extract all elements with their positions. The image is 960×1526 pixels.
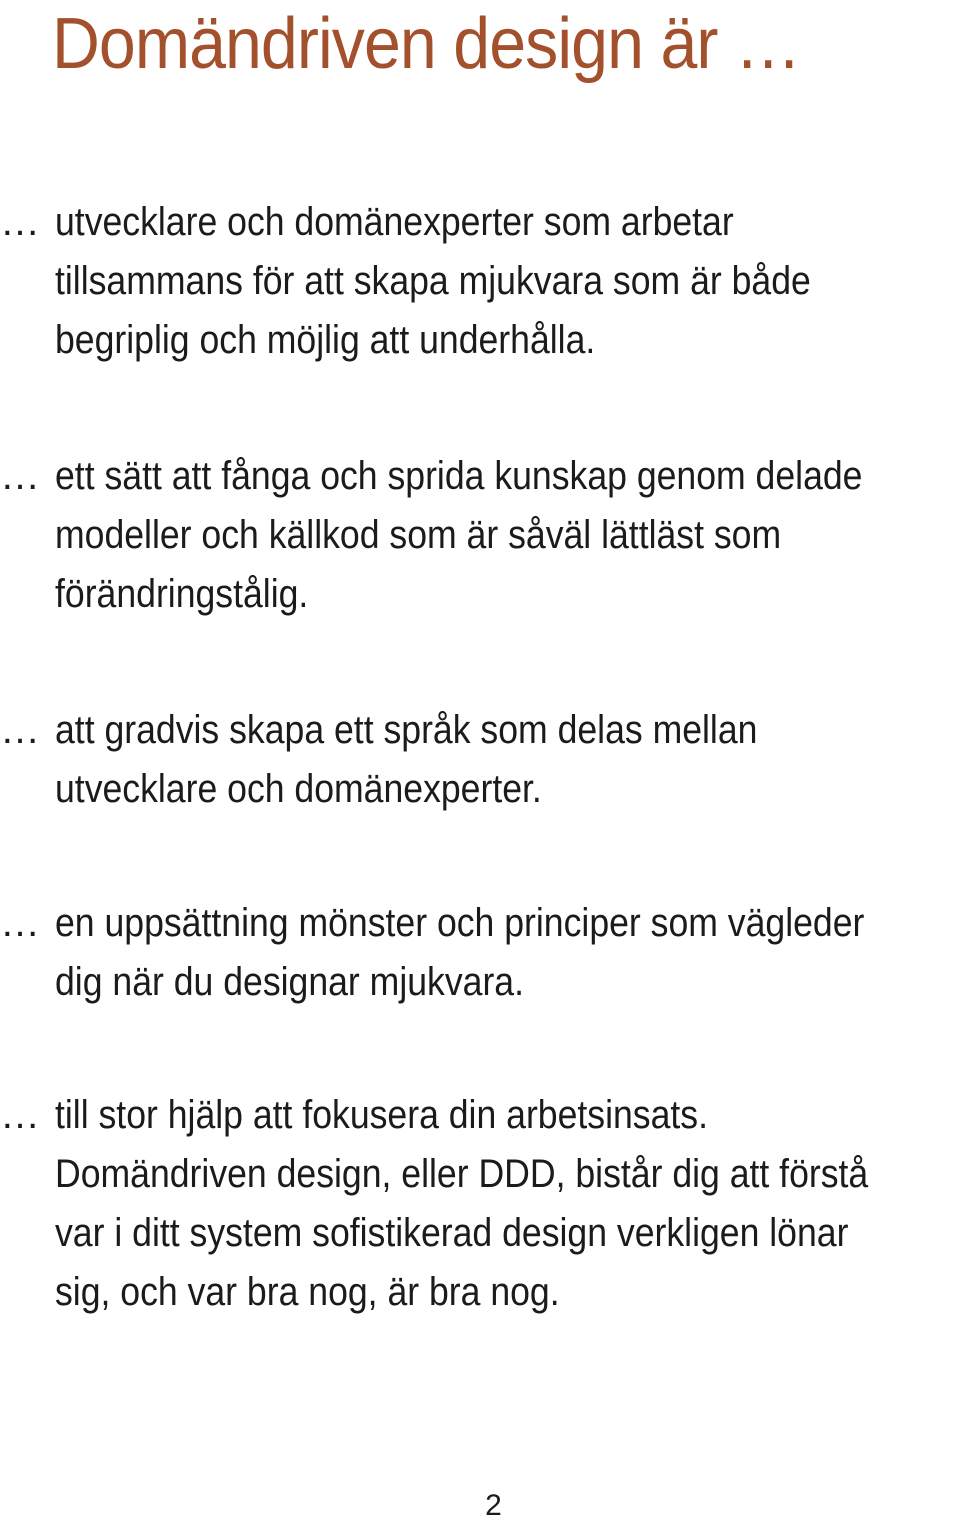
item-text — [55, 193, 945, 370]
text-line: utvecklare och domänexperter som arbetar — [55, 200, 734, 244]
text-line: begriplig och möjlig att underhålla. — [55, 318, 596, 362]
item-text — [55, 894, 945, 1012]
text-line: utvecklare och domänexperter. — [55, 767, 542, 811]
text-line: förändringstålig. — [55, 572, 309, 616]
text-line: en uppsättning mönster och principer som vägleder — [55, 901, 865, 945]
page-title: Domändriven design är … — [52, 4, 801, 84]
item-text — [55, 447, 945, 624]
text-line: dig när du designar mjukvara. — [55, 960, 524, 1004]
text-line: till stor hjälp att fokusera din arbetsinsats. — [55, 1093, 708, 1137]
ellipsis-marker: … — [0, 200, 40, 244]
ellipsis-marker: … — [0, 901, 40, 945]
text-line: tillsammans för att skapa mjukvara som är både — [55, 259, 811, 303]
ellipsis-marker: … — [0, 454, 40, 498]
text-line: Domändriven design, eller DDD, bistår dig att förstå — [55, 1152, 869, 1196]
text-line: ett sätt att fånga och sprida kunskap genom delade — [55, 454, 863, 498]
text-line: att gradvis skapa ett språk som delas mellan — [55, 708, 758, 752]
ellipsis-marker: … — [0, 708, 40, 752]
page-number: 2 — [485, 1489, 502, 1522]
text-line: modeller och källkod som är såväl lättläst som — [55, 513, 782, 557]
text-line: var i ditt system sofistikerad design verkligen lönar — [55, 1211, 849, 1255]
ellipsis-marker: … — [0, 1093, 40, 1137]
item-text — [55, 1086, 945, 1322]
item-text — [55, 701, 945, 819]
text-line: sig, och var bra nog, är bra nog. — [55, 1270, 560, 1314]
